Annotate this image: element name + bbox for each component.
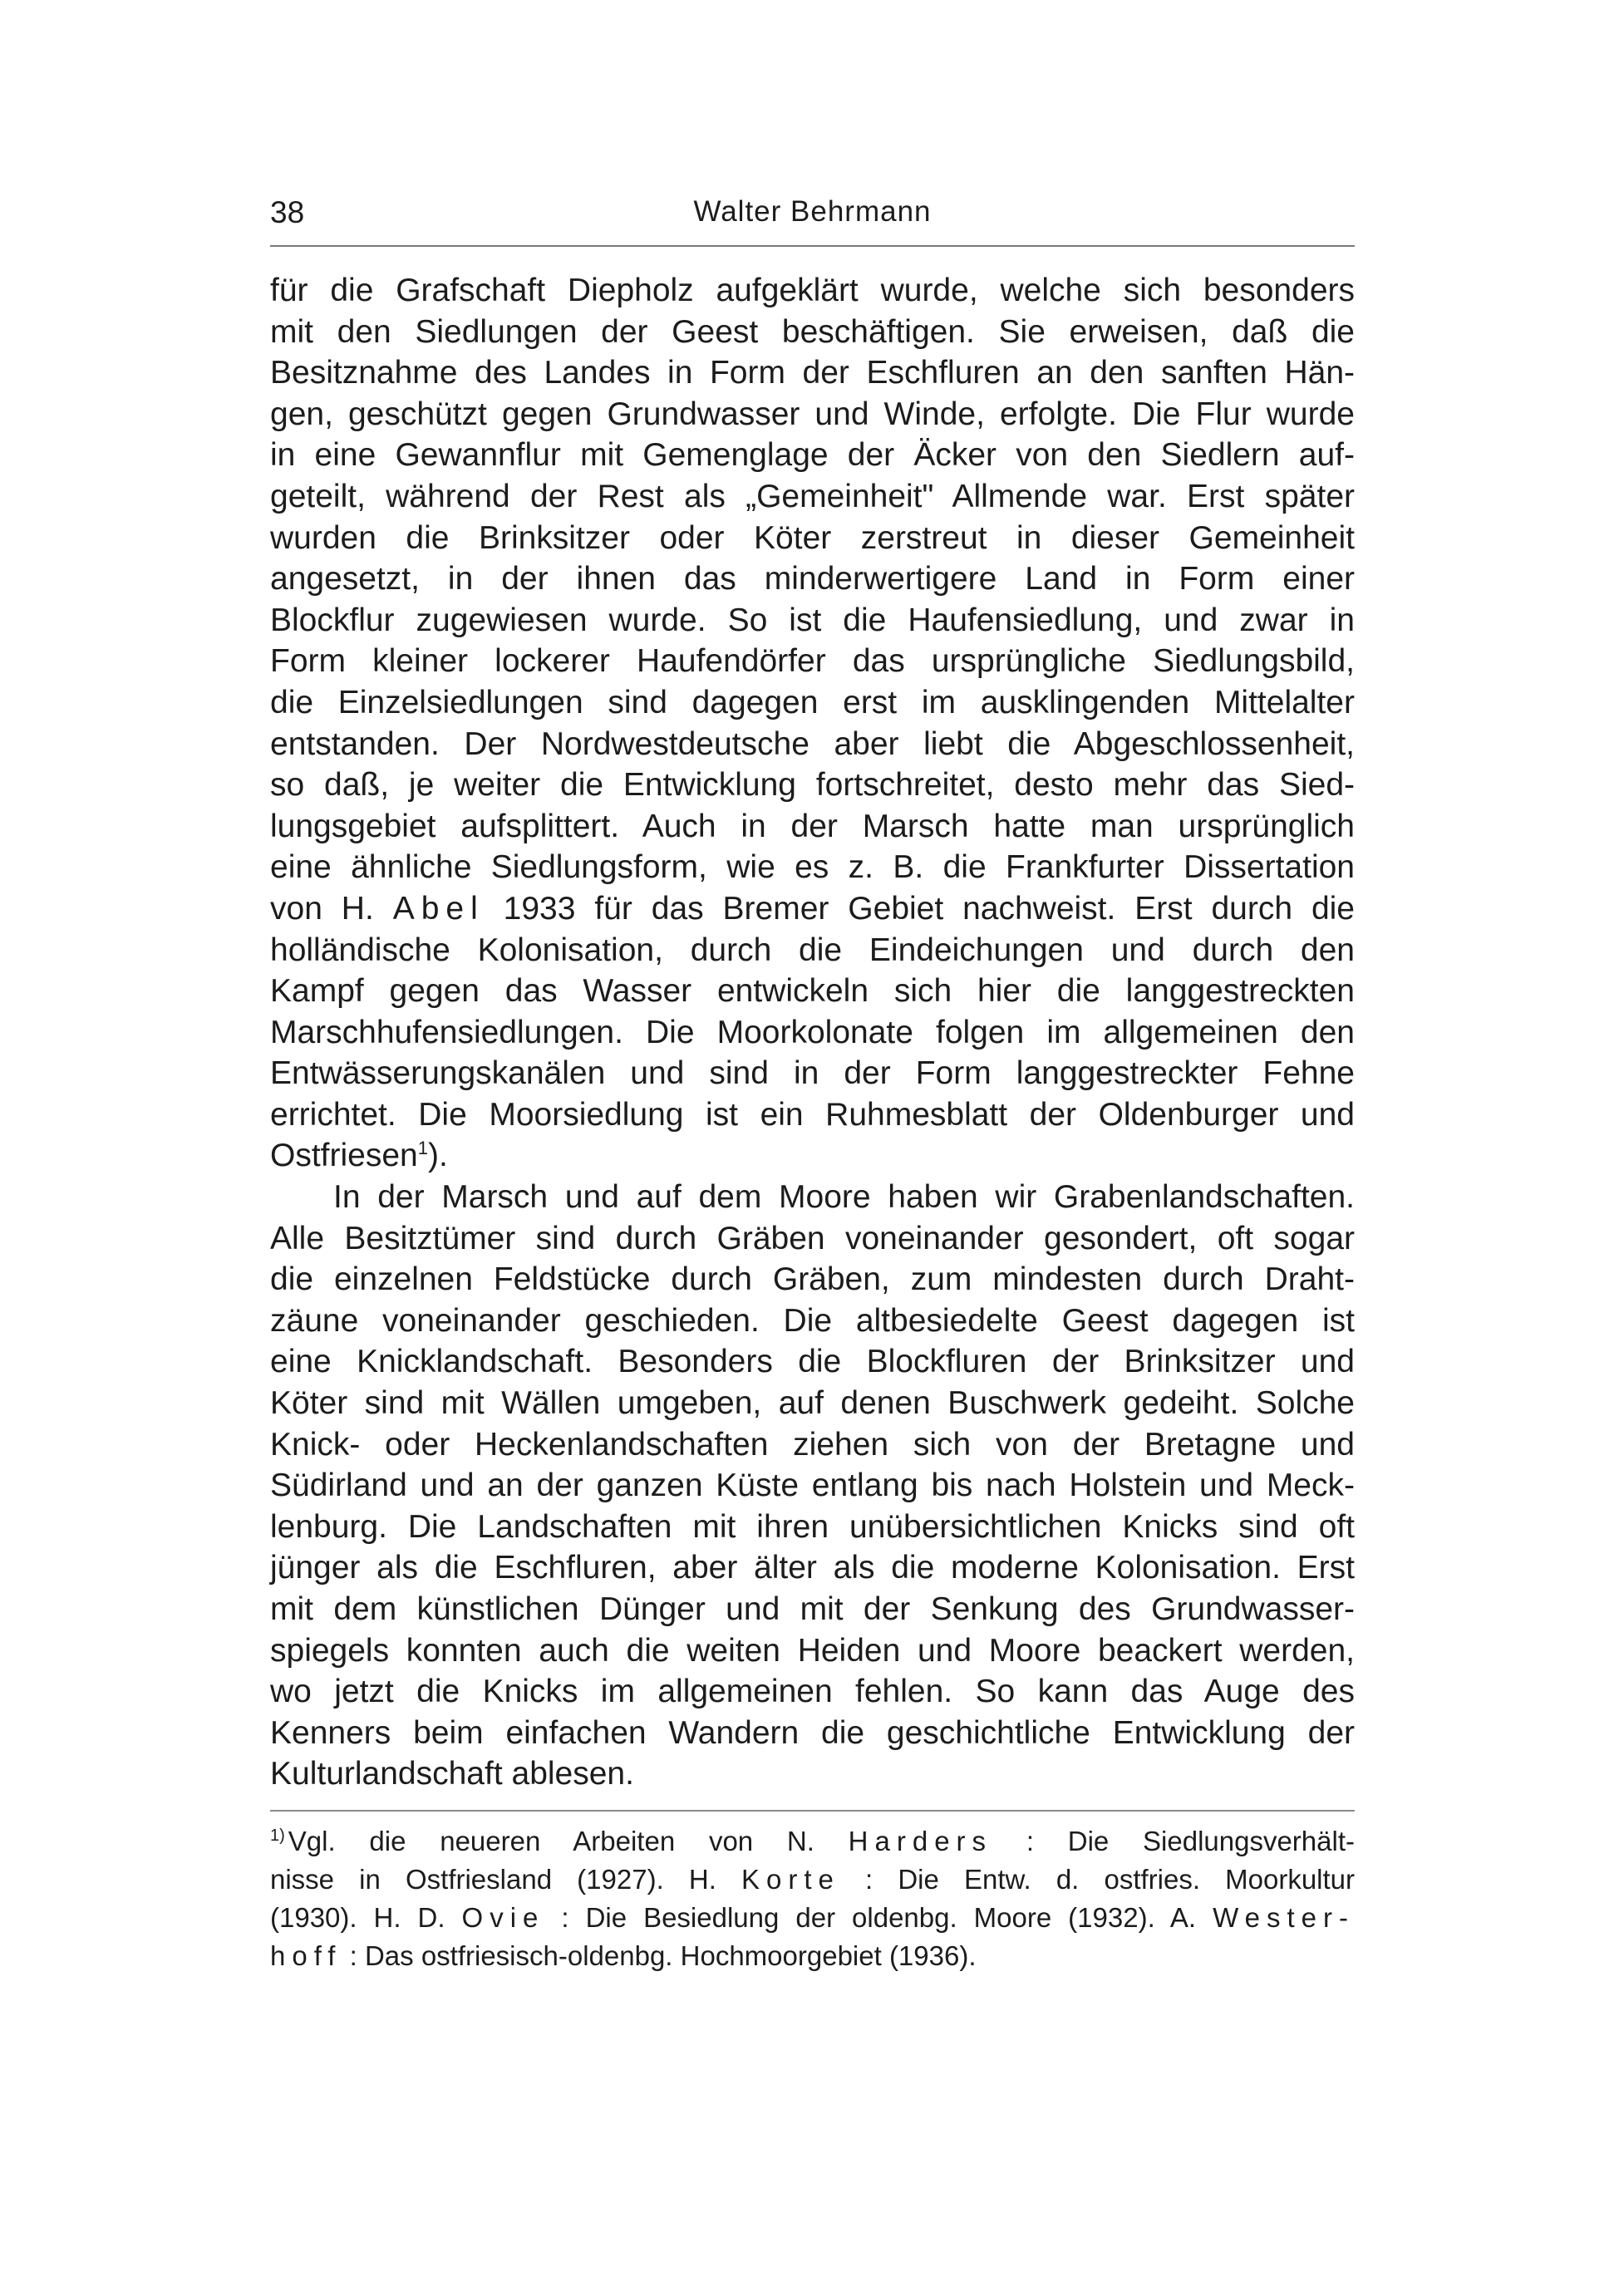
text-line: Südirland und an der ganzen Küste entlang bis nach Holstein und Meck- bbox=[270, 1468, 1355, 1504]
text-line: Entwässerungskanälen und sind in der Form langgestreckter Fehne bbox=[270, 1055, 1355, 1092]
text-line-last: Kulturlandschaft ablesen. bbox=[270, 1756, 634, 1792]
footnote-line bbox=[270, 1899, 1355, 1937]
author-name-spaced: Ovie bbox=[461, 1902, 545, 1933]
text-line: die einzelnen Feldstücke durch Gräben, zum mindesten durch Draht- bbox=[270, 1261, 1355, 1298]
text-line: so daß, je weiter die Entwicklung fortschreitet, desto mehr das Sied- bbox=[270, 767, 1355, 804]
author-name-spaced: hoff bbox=[270, 1940, 342, 1971]
text-line: Kenners beim einfachen Wandern die geschichtliche Entwicklung der bbox=[270, 1714, 1355, 1751]
page-header bbox=[270, 187, 1355, 237]
body-text bbox=[270, 270, 1355, 1795]
text-line: Köter sind mit Wällen umgeben, auf denen Buschwerk gedeiht. Solche bbox=[270, 1385, 1355, 1422]
footnote-text: (1930). H. D. bbox=[270, 1902, 445, 1933]
footnote-text: : Die Besiedlung der oldenbg. Moore (1932). A. bbox=[561, 1902, 1197, 1933]
footnote-text: nisse in Ostfriesland (1927). H. bbox=[270, 1864, 716, 1895]
footnote-reference: 1 bbox=[417, 1138, 428, 1159]
text-line: geteilt, während der Rest als „Gemeinheit" Allmende war. Erst später bbox=[270, 478, 1355, 514]
text-line: Besitznahme des Landes in Form der Eschfluren an den sanften Hän- bbox=[270, 355, 1355, 391]
paragraph-1 bbox=[270, 270, 1355, 1177]
author-name-spaced: Korte bbox=[741, 1864, 840, 1895]
footnote-text: Vgl. die neueren Arbeiten von N. bbox=[288, 1826, 814, 1856]
line-post: 1933 für das Bremer Gebiet nachweist. Erst durch die bbox=[503, 890, 1355, 927]
footnote-marker: 1) bbox=[270, 1826, 285, 1845]
text-line-last bbox=[270, 1135, 1355, 1177]
text-line: zäune voneinander geschieden. Die altbesiedelte Geest dagegen ist bbox=[270, 1302, 1355, 1339]
footnote-line bbox=[270, 1822, 1355, 1861]
footnote-line bbox=[270, 1861, 1355, 1899]
page-number: 38 bbox=[270, 195, 305, 229]
running-head: Walter Behrmann bbox=[693, 195, 932, 228]
text-line: spiegels konnten auch die weiten Heiden und Moore beackert werden, bbox=[270, 1632, 1355, 1669]
text-line: mit dem künstlichen Dünger und mit der Senkung des Grundwasser- bbox=[270, 1591, 1355, 1627]
text-line: Blockflur zugewiesen wurde. So ist die Haufensiedlung, und zwar in bbox=[270, 602, 1355, 638]
line-pre: von H. bbox=[270, 890, 374, 927]
text-line: angesetzt, in der ihnen das minderwertigere Land in Form einer bbox=[270, 561, 1355, 597]
text-line: für die Grafschaft Diepholz aufgeklärt wurde, welche sich besonders bbox=[270, 273, 1355, 308]
footnote-line bbox=[270, 1937, 1355, 1975]
book-page bbox=[270, 187, 1356, 1971]
text-line: lenburg. Die Landschaften mit ihren unübersichtlichen Knicks sind oft bbox=[270, 1508, 1355, 1545]
last-line-end: ). bbox=[427, 1138, 448, 1174]
footnote-text: : Die Siedlungsverhält- bbox=[1026, 1826, 1355, 1856]
text-line: Kampf gegen das Wasser entwickeln sich hier die langgestreckten bbox=[270, 973, 1355, 1010]
text-line: wurden die Brinksitzer oder Köter zerstreut in dieser Gemeinheit bbox=[270, 519, 1355, 556]
footnote-rule bbox=[270, 1810, 1355, 1812]
header-rule bbox=[270, 245, 1355, 247]
author-name-spaced: Abel bbox=[392, 890, 485, 927]
text-line: Knick- oder Heckenlandschaften ziehen sich von der Bretagne und bbox=[270, 1426, 1355, 1463]
text-line: eine ähnliche Siedlungsform, wie es z. B. die Frankfurter Dissertation bbox=[270, 849, 1355, 886]
footnote-text: : Das ostfriesisch-oldenbg. Hochmoorgebiet (1936). bbox=[349, 1940, 977, 1971]
last-line-text: Ostfriesen bbox=[270, 1138, 418, 1174]
text-line: Form kleiner lockerer Haufendörfer das ursprüngliche Siedlungsbild, bbox=[270, 643, 1355, 680]
text-line: entstanden. Der Nordwestdeutsche aber liebt die Abgeschlossenheit, bbox=[270, 725, 1355, 762]
text-line: mit den Siedlungen der Geest beschäftigen. Sie erweisen, daß die bbox=[270, 313, 1355, 350]
text-line: lungsgebiet aufsplittert. Auch in der Marsch hatte man ursprünglich bbox=[270, 808, 1355, 844]
text-line: Alle Besitztümer sind durch Gräben voneinander gesondert, oft sogar bbox=[270, 1220, 1355, 1256]
text-line: holländische Kolonisation, durch die Eindeichungen und durch den bbox=[270, 932, 1355, 968]
text-line: die Einzelsiedlungen sind dagegen erst im ausklingenden Mittelalter bbox=[270, 684, 1355, 720]
text-line: In der Marsch und auf dem Moore haben wir Grabenlandschaften. bbox=[333, 1179, 1355, 1216]
text-line: Marschhufensiedlungen. Die Moorkolonate folgen im allgemeinen den bbox=[270, 1014, 1355, 1050]
text-line: wo jetzt die Knicks im allgemeinen fehlen. So kann das Auge des bbox=[270, 1674, 1355, 1710]
text-line: errichtet. Die Moorsiedlung ist ein Ruhmesblatt der Oldenburger und bbox=[270, 1096, 1355, 1133]
text-line: eine Knicklandschaft. Besonders die Blockfluren der Brinksitzer und bbox=[270, 1344, 1355, 1380]
author-name-spaced: Wester- bbox=[1213, 1902, 1355, 1933]
paragraph-2 bbox=[270, 1177, 1355, 1795]
text-line: jünger als die Eschfluren, aber älter als die moderne Kolonisation. Erst bbox=[270, 1550, 1355, 1586]
text-line: gen, geschützt gegen Grundwasser und Winde, erfolgte. Die Flur wurde bbox=[270, 396, 1355, 432]
footnote-text: : Die Entw. d. ostfries. Moorkultur bbox=[865, 1864, 1356, 1895]
text-line: in eine Gewannflur mit Gemenglage der Äcker von den Siedlern auf- bbox=[270, 437, 1355, 474]
footnote bbox=[270, 1822, 1355, 1975]
text-line-with-author bbox=[270, 888, 1355, 930]
author-name-spaced: Harders bbox=[848, 1826, 993, 1856]
